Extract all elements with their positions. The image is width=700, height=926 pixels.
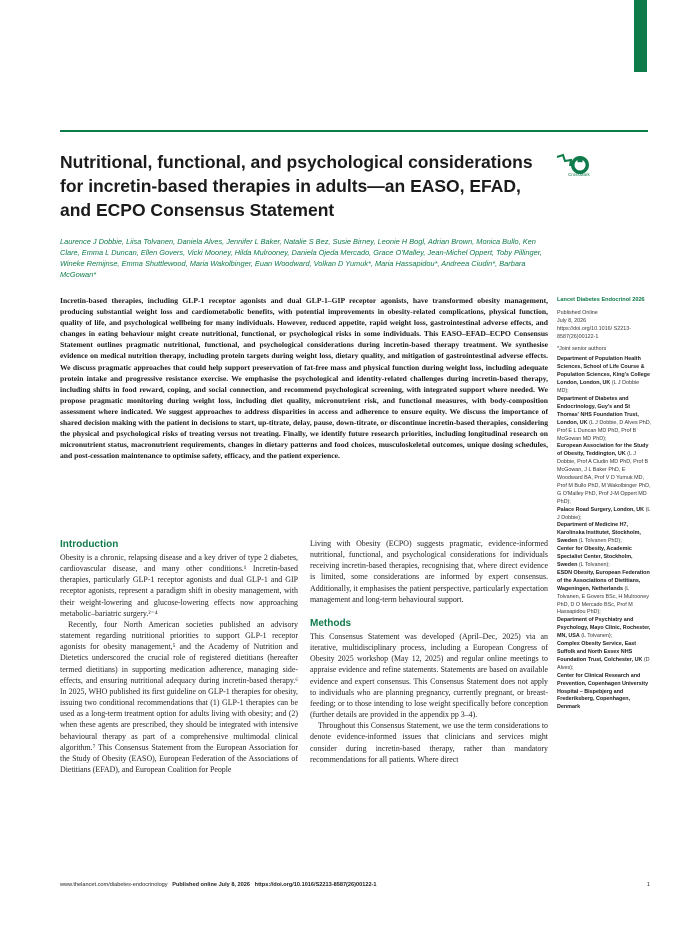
- affiliation: ESDN Obesity, European Federation of the Associations of Dietitians, Wageningen, Netherlands (L Tolvanen, E Govers BSc, H Mulrooney PhD, D O Mercado BSc, Prof M Hassapidou PhD);: [557, 569, 650, 616]
- intro-paragraph-1: Obesity is a chronic, relapsing disease and a key driver of type 2 diabetes, cardiovascular disease, and many other conditions.¹ Incretin-based therapies, particularly GLP-1 receptor agonists and dual GLP-1 and GIP receptor agonists, represent a paradigm shift in obesity management, with their weight-lowering and glucose-lowering effects now approaching metabolic–bariatric surgery.²⁻⁴: [60, 553, 298, 618]
- methods-paragraph-2: Throughout this Consensus Statement, we use the term considerations to denote evidence-informed issues that clinicians and services might consider during incretin-based therapy, rather than mandatory recommendations for all patients. Where direct: [310, 721, 548, 764]
- footer-published: Published online July 8, 2026: [172, 882, 250, 888]
- abstract: Incretin-based therapies, including GLP-1 receptor agonists and dual GLP-1–GIP receptor agonists, have transformed obesity management, producing substantial weight loss and cardiometabolic benefits, with potential improvements in obesity-related complications, physical function, quality of life, and psychological wellbeing for many individuals. However, reduced appetite, rapid weight loss, gastrointestinal adverse effects, and changes in eating behaviour might create nutritional, functional, or psychological risks in some individuals. This EASO–EFAD–ECPO Consensus Statement outlines pragmatic nutritional, functional, and psychological considerations during incretin-based therapy treatment. We synthesise evidence on medical nutrition therapy, including protein targets during weight loss, dietary quality, and mitigation of gastrointestinal adverse effects. We discuss pragmatic approaches that could help support preservation of fat-free mass and physical function during weight loss, including adequate protein intake and progressive resistance exercise. We emphasise the psychological and identity-related challenges during incretin-based therapy, including shifts in food reward, coping, and social connection, and recommend psychological screening, with integrated support where needed. We propose pragmatic monitoring during weight loss, including diet quality, micronutrient risk, and functional measures, with body-composition assessment where indicated. We suggest approaches to address disparities in access and adherence to ensure equity. We discuss the importance of shared decision making with the patient in decisions to start, up-titrate, delay, pause, down-titrate, or discontinue incretin-based therapies, considering the physical and psychological risks of treating versus not treating. Finally, we identify future research priorities, including longitudinal research on micronutrient status, macronutrient requirements, changes in dietary patterns and food choices, musculoskeletal outcomes, unique dosing schedules, and post-cessation maintenance to optimise safety, efficacy, and the patient experience.: [60, 296, 548, 461]
- body-column-1: [60, 538, 298, 775]
- affiliation: Department of Medicine H7, Karolinska Institutet, Stockholm, Sweden (L Tolvanen PhD);: [557, 522, 641, 545]
- footer-url[interactable]: www.thelancet.com/diabetes-endocrinology: [60, 882, 168, 888]
- published-online-label: Published Online: [557, 309, 598, 316]
- published-date: July 8, 2026: [557, 317, 587, 324]
- doi-link[interactable]: https://doi.org/10.1016/ S2213-8587(26)00122-1: [557, 325, 632, 340]
- affiliation: Center for Clinical Research and Prevention, Copenhagen University Hospital – Bispebjerg and Frederiksberg, Copenhagen, Denmark: [557, 672, 649, 711]
- journal-citation: Lancet Diabetes Endocrinol 2026: [557, 297, 645, 303]
- joint-authors-note: *Joint senior authors: [557, 345, 607, 352]
- affiliation: Complex Obesity Service, East Suffolk and North Essex NHS Foundation Trust, Colchester, UK (D Alves);: [557, 641, 650, 671]
- methods-paragraph-1: This Consensus Statement was developed (April–Dec, 2025) via an iterative, multidisciplinary process, including a European Congress of Obesity 2025 workshop (May 12, 2025) and regular online meetings to appraise evidence and refine statements. Statements are based on available evidence and expert consensus. This Consensus Statement does not apply to individuals who are planning pregnancy, currently pregnant, or breast-feeding; or to those intending to lose weight specifically before conception (further details are provided in the appendix pp 3–4).: [310, 631, 548, 720]
- article-title: Nutritional, functional, and psychological considerations for incretin-based therapies in adults—an EASO, EFAD, and ECPO Consensus Statement: [60, 152, 533, 220]
- affiliations-list: [557, 356, 652, 712]
- affiliation: Department of Diabetes and Endocrinology, Guy's and St Thomas' NHS Foundation Trust, London, UK (L J Dobbie, D Alves PhD, Prof E L Duncan MD PhD, Prof B McGowan MD PhD);: [557, 395, 652, 442]
- intro-paragraph-2: Recently, four North American societies published an advisory statement regarding nutritional priorities to support GLP-1 receptor agonists for obesity management,⁵ and the Academy of Nutrition and Dietetics underscored the crucial role of registered dietitians (hereafter termed dietitians) in supporting medication adherence, managing side-effects, and ensuring nutritional adequacy during incretin-based therapy.⁶ In 2025, WHO published its first guideline on GLP-1 therapies for obesity, issuing two conditional recommendations that (1) GLP-1 therapies can be used as a long-term treatment option for adults living with obesity; and (2) when these agents are prescribed, they should be integrated with intensive behavioural therapy as part of a comprehensive multimodal clinical algorithm.⁷ This Consensus Statement from the European Association for the Study of Obesity (EASO), European Federation of the Associations of Dietitians (EFAD), and European Coalition for People: [60, 619, 298, 774]
- intro-paragraph-3: Living with Obesity (ECPO) suggests pragmatic, evidence-informed nutritional, functional, and psychological considerations for individuals receiving incretin-based therapies, recognising that, where direct evidence is limited, some considerations are informed by expert consensus. Additionally, it emphasises the patient perspective, particularly expectation management and long-term behavioural support.: [310, 539, 548, 604]
- crossmark-icon[interactable]: [556, 152, 592, 186]
- top-accent-bar: [634, 0, 647, 72]
- affiliation: Center for Obesity, Academic Specialist Center, Stockholm, Sweden (L Tolvanen);: [557, 546, 633, 568]
- affiliation: Department of Psychiatry and Psychology, Mayo Clinic, Rochester, MN, USA (L Tolvanen);: [557, 617, 651, 640]
- introduction-heading: Introduction: [60, 539, 119, 550]
- body-column-2: [310, 538, 548, 765]
- affiliation: Palace Road Surgery, London, UK (L J Dobbie);: [557, 506, 651, 521]
- affiliation: Department of Population Health Sciences, School of Life Course & Population Sciences, King's College London, London, UK (L J Dobbie MD);: [557, 356, 650, 395]
- affiliation: European Association for the Study of Obesity, Teddington, UK (L J Dobbie, Prof A Ciudin MD PhD, Prof B McGowan, J L Baker PhD, E Woodward BA, Prof V D Yumuk MD, Prof M Bullo PhD, M Wakolbinger PhD, G O'Malley PhD, Prof J-M Oppert MD PhD);: [557, 443, 651, 505]
- methods-heading: Methods: [310, 617, 352, 629]
- author-list: Laurence J Dobbie, Liisa Tolvanen, Daniela Alves, Jennifer L Baker, Natalie S Bez, Susie Birney, Leonie H Bogl, Adrian Brown, Monica Bullo, Ken Clare, Emma L Duncan, Ellen Govers, Vicki Mooney, Hilda Mulrooney, Daniela Ojeda Mercado, Grace O'Malley, Jean-Michel Oppert, Toby Pillinger, Wineke Remijnse, Emma Shuttlewood, Maria Wakolbinger, Euan Woodward, Volkan D Yumuk*, Maria Hassapidou*, Andreea Ciudin*, Barbara McGowan*: [60, 237, 542, 279]
- crossmark-label: CrossMark: [568, 172, 590, 177]
- page-number: 1: [646, 882, 650, 888]
- sidebar-notes: [557, 297, 652, 712]
- header-rule: [60, 130, 648, 132]
- footer-left: [60, 882, 377, 888]
- publication-info: [557, 310, 652, 342]
- footer-doi[interactable]: https://doi.org/10.1016/S2213-8587(26)00122-1: [254, 882, 377, 888]
